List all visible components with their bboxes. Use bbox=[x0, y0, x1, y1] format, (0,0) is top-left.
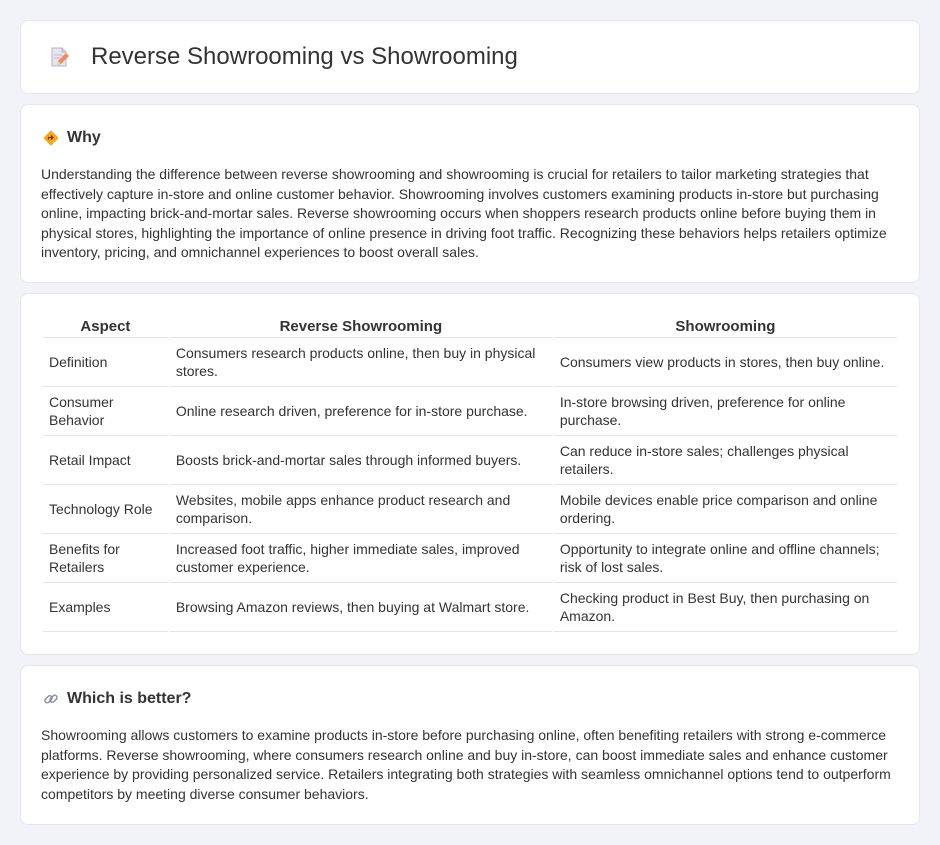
aspect-cell: Technology Role bbox=[43, 485, 168, 534]
page-title: Reverse Showrooming vs Showrooming bbox=[91, 43, 518, 70]
comparison-table bbox=[41, 314, 899, 632]
showrooming-cell: In-store browsing driven, preference for online purchase. bbox=[554, 387, 897, 436]
reverse-cell: Online research driven, preference for in-store purchase. bbox=[170, 387, 552, 436]
showrooming-cell: Checking product in Best Buy, then purchasing on Amazon. bbox=[554, 583, 897, 632]
reverse-cell: Websites, mobile apps enhance product research and comparison. bbox=[170, 485, 552, 534]
table-row bbox=[43, 534, 897, 583]
reverse-cell: Increased foot traffic, higher immediate sales, improved customer experience. bbox=[170, 534, 552, 583]
header-showrooming: Showrooming bbox=[554, 314, 897, 338]
table-row bbox=[43, 583, 897, 632]
aspect-cell: Definition bbox=[43, 338, 168, 387]
which-better-heading: Which is better? bbox=[67, 690, 192, 707]
comparison-section bbox=[20, 293, 920, 655]
reverse-cell: Boosts brick-and-mortar sales through informed buyers. bbox=[170, 436, 552, 485]
showrooming-cell: Mobile devices enable price comparison and online ordering. bbox=[554, 485, 897, 534]
why-heading: Why bbox=[67, 129, 101, 146]
aspect-cell: Examples bbox=[43, 583, 168, 632]
title-card bbox=[20, 20, 920, 94]
table-header-row bbox=[43, 314, 897, 338]
which-better-section bbox=[20, 665, 920, 825]
showrooming-cell: Can reduce in-store sales; challenges physical retailers. bbox=[554, 436, 897, 485]
aspect-cell: Retail Impact bbox=[43, 436, 168, 485]
why-text: Understanding the difference between reverse showrooming and showrooming is crucial for retailers to tailor marketing strategies that effectively capture in-store and online customer behavior. Showrooming involves customers examining products in-store but purchasing online, impacting brick-and-mortar sales. Reverse showrooming occurs when shoppers research products online before buying them in physical stores, highlighting the importance of online presence in driving foot traffic. Recognizing these behaviors helps retailers optimize inventory, pricing, and omnichannel experiences to boost overall sales. bbox=[41, 166, 887, 260]
which-better-text: Showrooming allows customers to examine products in-store before purchasing online, often benefiting retailers with strong e-commerce platforms. Reverse showrooming, where consumers research online and buy in-store, can boost immediate sales and enhance customer experience by providing personalized service. Retailers integrating both strategies with seamless omnichannel options tend to outperform competitors by meeting diverse consumer behaviors. bbox=[41, 727, 891, 802]
table-row bbox=[43, 387, 897, 436]
table-row bbox=[43, 436, 897, 485]
header-reverse-showrooming: Reverse Showrooming bbox=[170, 314, 552, 338]
link-icon bbox=[43, 691, 59, 707]
reverse-cell: Consumers research products online, then buy in physical stores. bbox=[170, 338, 552, 387]
showrooming-cell: Consumers view products in stores, then buy online. bbox=[554, 338, 897, 387]
document-pencil-icon bbox=[47, 45, 71, 69]
aspect-cell: Benefits for Retailers bbox=[43, 534, 168, 583]
aspect-cell: Consumer Behavior bbox=[43, 387, 168, 436]
table-row bbox=[43, 338, 897, 387]
signpost-icon bbox=[43, 130, 59, 146]
table-row bbox=[43, 485, 897, 534]
why-section bbox=[20, 104, 920, 283]
header-aspect: Aspect bbox=[43, 314, 168, 338]
reverse-cell: Browsing Amazon reviews, then buying at Walmart store. bbox=[170, 583, 552, 632]
showrooming-cell: Opportunity to integrate online and offline channels; risk of lost sales. bbox=[554, 534, 897, 583]
